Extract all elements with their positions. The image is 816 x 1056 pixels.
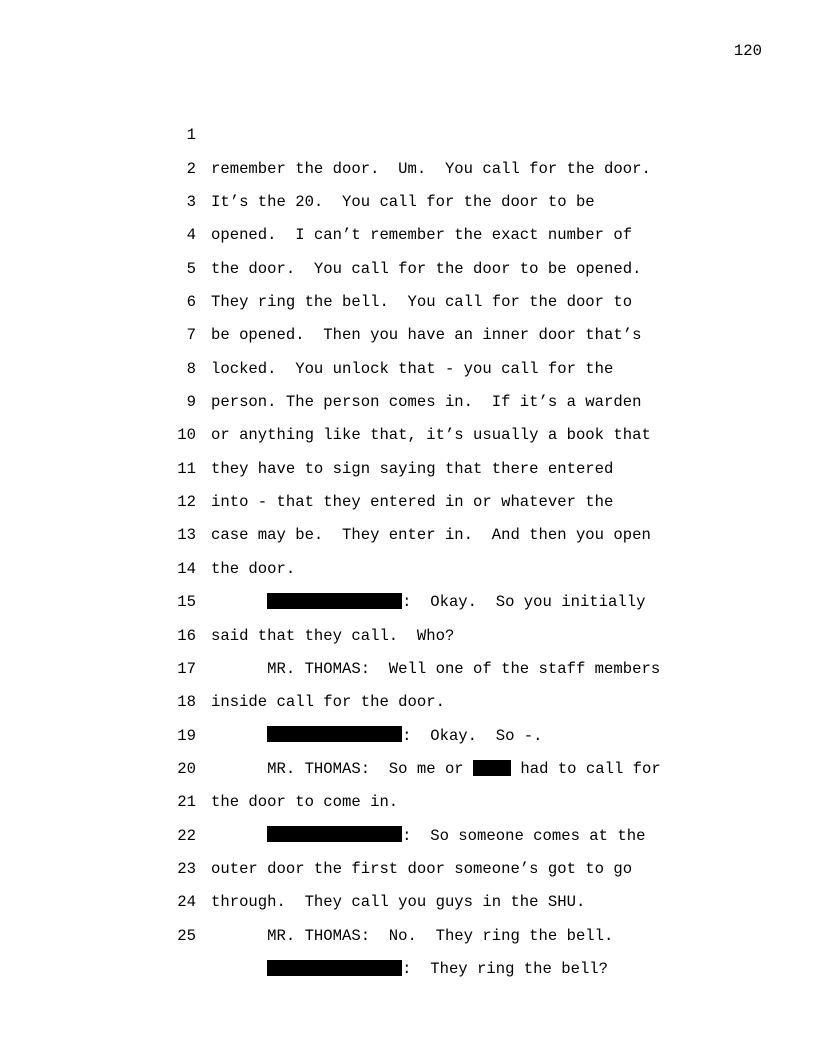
line-text: the door to come in. xyxy=(211,793,399,812)
line-number: 4 xyxy=(186,226,196,245)
speaker-indent xyxy=(211,960,267,978)
line-number: 14 xyxy=(177,559,196,578)
line-number: 23 xyxy=(177,859,196,878)
line-number: 19 xyxy=(177,726,196,745)
line-text: locked. You unlock that - you call for the xyxy=(211,359,614,378)
line-number: 21 xyxy=(177,793,196,812)
line-number: 1 xyxy=(186,126,196,145)
line-text-after-redaction: : They ring the bell? xyxy=(402,959,609,978)
line-text: inside call for the door. xyxy=(211,693,445,712)
line-number: 24 xyxy=(177,893,196,912)
line-number: 22 xyxy=(177,826,196,845)
line-text: opened. I can’t remember the exact number of xyxy=(211,226,633,245)
line-text: case may be. They enter in. And then you open xyxy=(211,526,651,545)
line-number: 2 xyxy=(186,159,196,178)
line-text: the door. You call for the door to be opened. xyxy=(211,259,642,278)
line-text: they have to sign saying that there entered xyxy=(211,459,614,478)
line-text: remember the door. Um. You call for the door. xyxy=(211,159,651,178)
line-text: They ring the bell. You call for the door to xyxy=(211,293,633,312)
line-text-before-redaction: MR. THOMAS: So me or xyxy=(211,759,474,778)
line-text: MR. THOMAS: Well one of the staff members xyxy=(211,659,661,678)
line-number: 20 xyxy=(177,759,196,778)
line-number: 11 xyxy=(177,459,196,478)
line-text: through. They call you guys in the SHU. xyxy=(211,893,586,912)
line-text: be opened. Then you have an inner door that’s xyxy=(211,326,642,345)
line-number: 15 xyxy=(177,593,196,612)
line-text: outer door the first door someone’s got to go xyxy=(211,859,633,878)
line-number: 9 xyxy=(186,393,196,412)
line-number: 10 xyxy=(177,426,196,445)
line-number: 3 xyxy=(186,193,196,212)
line-number: 8 xyxy=(186,359,196,378)
line-text: the door. xyxy=(211,559,296,578)
line-text: MR. THOMAS: No. They ring the bell. xyxy=(211,926,614,945)
line-number: 16 xyxy=(177,626,196,645)
line-text: into - that they entered in or whatever the xyxy=(211,493,614,512)
line-text-after-redaction: : So someone comes at the xyxy=(402,826,646,845)
line-number: 7 xyxy=(186,326,196,345)
line-number: 17 xyxy=(177,659,196,678)
line-text-after-redaction: : Okay. So -. xyxy=(402,726,543,745)
line-number: 12 xyxy=(177,493,196,512)
line-number: 18 xyxy=(177,693,196,712)
line-text: or anything like that, it’s usually a book that xyxy=(211,426,651,445)
redacted-speaker-name xyxy=(267,960,402,976)
line-text xyxy=(211,953,608,986)
line-text: person. The person comes in. If it’s a warden xyxy=(211,393,642,412)
line-text-after-redaction: : Okay. So you initially xyxy=(402,593,646,612)
transcript-line xyxy=(170,86,730,178)
line-text: said that they call. Who? xyxy=(211,626,455,645)
page-number: 120 xyxy=(733,42,762,60)
transcript-lines xyxy=(170,86,730,978)
line-number: 25 xyxy=(177,926,196,945)
line-text: It’s the 20. You call for the door to be xyxy=(211,193,595,212)
line-number: 13 xyxy=(177,526,196,545)
line-number: 5 xyxy=(186,259,196,278)
line-number: 6 xyxy=(186,293,196,312)
line-text-after-redaction: had to call for xyxy=(511,759,661,778)
